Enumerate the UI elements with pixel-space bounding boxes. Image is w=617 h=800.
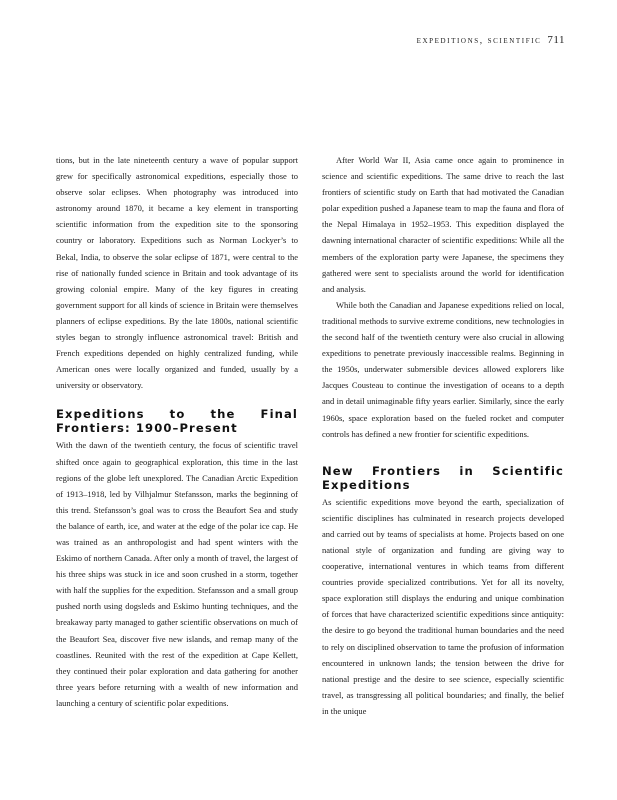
section-heading: Expeditions to the Final Frontiers: 1900–Present [56,407,298,436]
paragraph: After World War II, Asia came once again to prominence in science and scientific expeditions. The same drive to reach the last frontiers of scientific study on Earth that had motivated the Canadian polar expedition pushed a Japanese team to map the fauna and flora of the Nepal Himalaya in 1952–1953. This expedition displayed the dawning international character of scientific expeditions: While all the members of the exploration party were Japanese, the specimens they gathered were sent to specialists around the world for identification and analysis. [322,155,564,294]
paragraph: tions, but in the late nineteenth century a wave of popular support grew for specifically astronomical expeditions, especially those to observe solar eclipses. When photography was introduced into astronomy around 1870, it became a key element in transporting scientific information from the expedition site to the sponsoring country or laboratory. Expeditions such as Norman Lockyer’s to Bekal, India, to observe the solar eclipse of 1871, were central to the rise of nationally funded science in Britain and took advantage of its growing colonial empire. Many of the key figures in creating government support for all kinds of science in Britain were themselves planners of eclipse expeditions. By the late 1800s, national scientific styles began to strongly influence astronomical travel: British and French expeditions depended on highly centralized funding, while American ones were locally organized and funded, usually by a university or observatory. [56,155,298,391]
paragraph: As scientific expeditions move beyond the earth, specialization of scientific disciplines has culminated in research projects developed and carried out by teams of specialists at home. Projects based on one national style of organization and funding are giving way to cooperative, international ventures in which teams from different countries provide specialized contributions. Yet for all its novelty, space exploration still displays the enduring and unique combination of forces that have characterized scientific expeditions since antiquity: the desire to go beyond the traditional human boundaries and the need to rely on disciplined observation to tame the profusion of information encountered in unknown lands; the tension between the drive for national prestige and the desire to see science, especially scientific travel, as transgressing all political boundaries; and finally, the belief in the unique [322,496,564,716]
left-column [56,152,298,711]
paragraph: While both the Canadian and Japanese expeditions relied on local, traditional methods to survive extreme conditions, new technologies in the second half of the twentieth century were also crucial in allowing expeditions to penetrate previously inaccessible realms. Beginning in the 1950s, underwater submersible devices allowed explorers like Jacques Cousteau to continue the investigation of oceans to a depth and in detail unimaginable fifty years earlier. Similarly, since the early 1960s, space exploration based on the fueled rocket and computer controls has defined a new frontier for scientific expeditions. [322,299,564,439]
section-title: expeditions, scientific [416,36,542,46]
right-column [322,152,564,719]
section-heading: New Frontiers in Scientific Expeditions [322,463,564,492]
running-head [417,34,565,46]
page-number: 711 [547,34,565,46]
paragraph: With the dawn of the twentieth century, the focus of scientific travel shifted once again to geographical exploration, this time in the last regions of the globe left unexplored. The Canadian Arctic Expedition of 1913–1918, led by Vilhjalmur Stefansson, marks the beginning of this trend. Stefansson’s goal was to cross the Beaufort Sea and study the balance of earth, ice, and water at the edge of the polar ice cap. He was trained as an anthropologist and had spent winters with the Eskimo of northern Canada. After only a month of travel, the largest of his three ships was stuck in ice and soon crushed in a storm, together with half the supplies for the expedition. Stefansson and a small group pushed north using dogsleds and Eskimo hunting techniques, and the breakaway party managed to gather scientific observations on much of the Beaufort Sea, discover five new islands, and remap many of the coastlines. Reunited with the rest of the expedition at Cape Kellett, they continued their polar exploration and data gathering for another three years before returning with a wealth of new information and launching a century of scientific polar expeditions. [56,440,298,708]
